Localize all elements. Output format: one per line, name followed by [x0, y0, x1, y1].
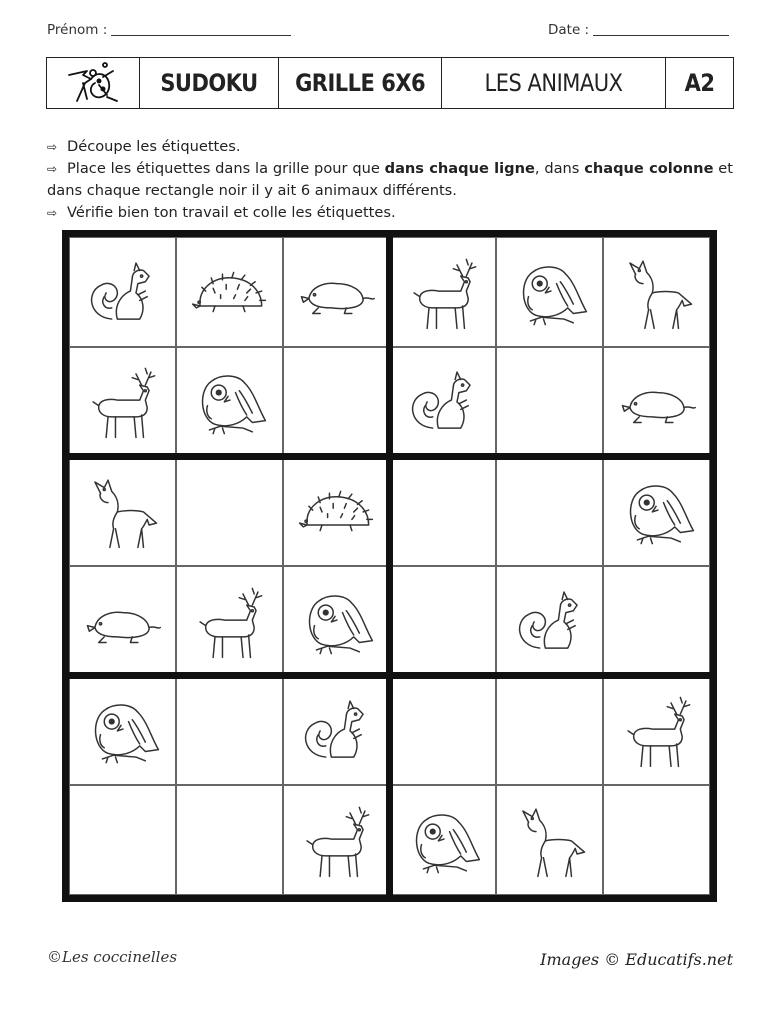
grid-cell-r2-c1[interactable]: [69, 347, 176, 457]
instruction-3-text: Vérifie bien ton travail et colle les étiquettes.: [67, 204, 396, 221]
title-cell-sudoku: [140, 58, 280, 108]
grid-cell-r3-c5[interactable]: [496, 456, 603, 566]
title-level: A2: [684, 69, 715, 97]
grid-cell-r4-c1[interactable]: [69, 566, 176, 676]
wolf-icon: [80, 469, 164, 553]
instruction-2-text-a: Place les étiquettes dans la grille pour que: [67, 160, 385, 177]
instruction-2-text-c: et dans chaque rectangle noir il y ait 6 animaux différents.: [47, 160, 733, 199]
grid-cell-r3-c1[interactable]: [69, 456, 176, 566]
deer-icon: [615, 688, 699, 772]
owl-icon: [401, 798, 485, 882]
deer-icon: [294, 798, 378, 882]
sudoku-grid: [62, 230, 717, 902]
grid-cell-r6-c1[interactable]: [69, 785, 176, 895]
arrow-icon: ⇨: [47, 140, 58, 154]
prenom-label: Prénom :: [47, 22, 108, 38]
grid-cell-r6-c5[interactable]: [496, 785, 603, 895]
instruction-2-bold-a: dans chaque ligne: [384, 160, 535, 177]
date-line[interactable]: [593, 35, 729, 36]
instruction-2-text-b: , dans: [534, 160, 585, 177]
footer-credit-left: ©Les coccinelles: [47, 948, 178, 966]
grid-cell-r1-c2[interactable]: [176, 237, 283, 347]
date-field[interactable]: [548, 22, 729, 38]
grid-cell-r2-c4[interactable]: [390, 347, 497, 457]
title-cell-animaux: [442, 58, 666, 108]
instruction-3: [47, 202, 733, 224]
squirrel-icon: [80, 250, 164, 334]
title-bar: [46, 57, 734, 109]
footer-credit-right: Images © Educatifs.net: [540, 950, 733, 969]
instructions: [47, 136, 733, 224]
owl-icon: [80, 688, 164, 772]
grid-cell-r1-c3[interactable]: [283, 237, 390, 347]
grid-cell-r5-c6[interactable]: [603, 676, 710, 786]
instruction-1-text: Découpe les étiquettes.: [67, 138, 241, 155]
block-separator-vertical: [386, 237, 393, 895]
instruction-2-bold-b: chaque colonne: [584, 160, 714, 177]
mole-icon: [294, 250, 378, 334]
grid-cell-r6-c3[interactable]: [283, 785, 390, 895]
grid-cell-r6-c2[interactable]: [176, 785, 283, 895]
instruction-2: [47, 158, 733, 202]
instruction-1: [47, 136, 733, 158]
grid-cell-r5-c3[interactable]: [283, 676, 390, 786]
title-sudoku: SUDOKU: [160, 69, 258, 97]
date-label: Date :: [548, 22, 590, 38]
arrow-icon: ⇨: [47, 206, 58, 220]
ladybird-mascot-icon: [63, 61, 123, 105]
title-grille: GRILLE 6X6: [295, 69, 426, 97]
deer-icon: [187, 579, 271, 663]
arrow-icon: ⇨: [47, 162, 58, 176]
grid-cell-r2-c6[interactable]: [603, 347, 710, 457]
squirrel-icon: [294, 688, 378, 772]
logo-cell: [47, 58, 140, 108]
grid-cell-r5-c2[interactable]: [176, 676, 283, 786]
grid-cell-r1-c4[interactable]: [390, 237, 497, 347]
grid-cell-r4-c5[interactable]: [496, 566, 603, 676]
grid-cell-r4-c4[interactable]: [390, 566, 497, 676]
grid-cell-r3-c6[interactable]: [603, 456, 710, 566]
wolf-icon: [615, 250, 699, 334]
grid-cell-r2-c2[interactable]: [176, 347, 283, 457]
grid-cell-r2-c5[interactable]: [496, 347, 603, 457]
wolf-icon: [508, 798, 592, 882]
squirrel-icon: [508, 579, 592, 663]
grid-cell-r6-c6[interactable]: [603, 785, 710, 895]
grid-cell-r3-c4[interactable]: [390, 456, 497, 566]
grid-cell-r4-c3[interactable]: [283, 566, 390, 676]
grid-cell-r3-c2[interactable]: [176, 456, 283, 566]
grid-cell-r1-c6[interactable]: [603, 237, 710, 347]
grid-cell-r6-c4[interactable]: [390, 785, 497, 895]
block-separator-horizontal: [69, 453, 710, 460]
grid-cell-r1-c1[interactable]: [69, 237, 176, 347]
squirrel-icon: [401, 359, 485, 443]
grid-cell-r5-c1[interactable]: [69, 676, 176, 786]
block-separator-horizontal: [69, 672, 710, 679]
owl-icon: [294, 579, 378, 663]
title-cell-level: [666, 58, 733, 108]
deer-icon: [401, 250, 485, 334]
owl-icon: [508, 250, 592, 334]
hedgehog-icon: [187, 250, 271, 334]
mole-icon: [80, 579, 164, 663]
prenom-line[interactable]: [111, 35, 291, 36]
mole-icon: [615, 359, 699, 443]
owl-icon: [187, 359, 271, 443]
grid-cell-r5-c5[interactable]: [496, 676, 603, 786]
grid-cell-r3-c3[interactable]: [283, 456, 390, 566]
hedgehog-icon: [294, 469, 378, 553]
grid-cell-r4-c6[interactable]: [603, 566, 710, 676]
grid-cell-r5-c4[interactable]: [390, 676, 497, 786]
grid-cell-r1-c5[interactable]: [496, 237, 603, 347]
owl-icon: [615, 469, 699, 553]
title-cell-grille: [279, 58, 442, 108]
deer-icon: [80, 359, 164, 443]
title-animaux: LES ANIMAUX: [484, 69, 623, 97]
grid-cell-r2-c3[interactable]: [283, 347, 390, 457]
prenom-field[interactable]: [47, 22, 291, 38]
grid-cell-r4-c2[interactable]: [176, 566, 283, 676]
